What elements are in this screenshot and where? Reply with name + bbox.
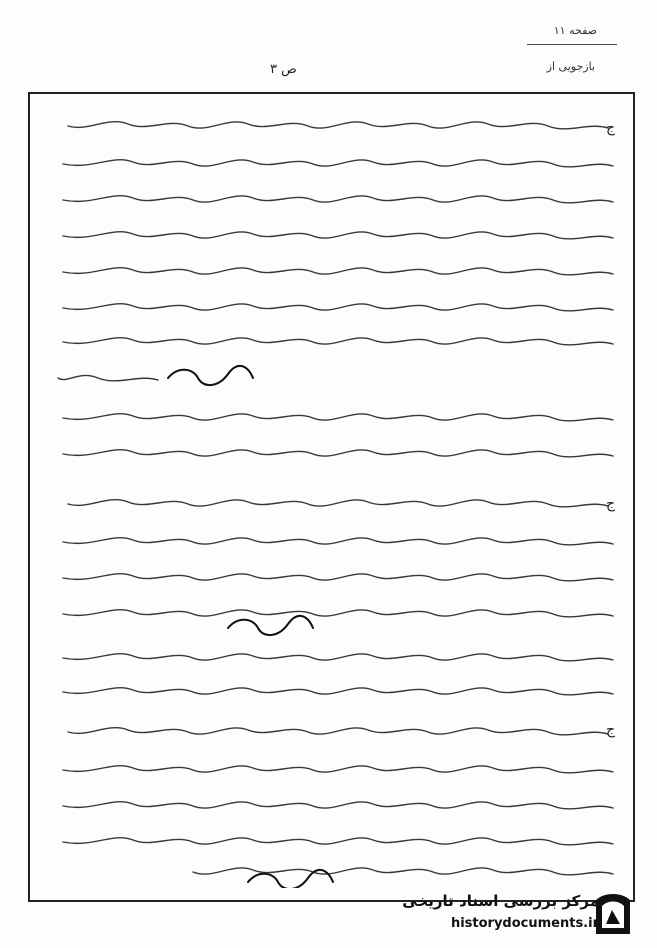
paragraph-marker-2: ج [605, 496, 615, 512]
paragraph-marker-3: ج [605, 722, 615, 738]
paragraph-marker-1: ج [605, 120, 615, 136]
header-top-label: صفحه ۱۱ [553, 24, 597, 37]
handwriting-scribble [48, 108, 618, 888]
watermark-org-name: مرکز بررسی اسناد تاریخی [402, 892, 599, 910]
handwritten-body [48, 108, 618, 888]
header-sub-label: بازجویی از [546, 60, 595, 73]
header-rule [527, 44, 617, 45]
watermark-url: historydocuments.ir [450, 916, 599, 931]
signature-mark-1 [168, 366, 253, 385]
page-number: ص ۳ [270, 62, 297, 77]
signature-mark-2 [228, 616, 313, 635]
